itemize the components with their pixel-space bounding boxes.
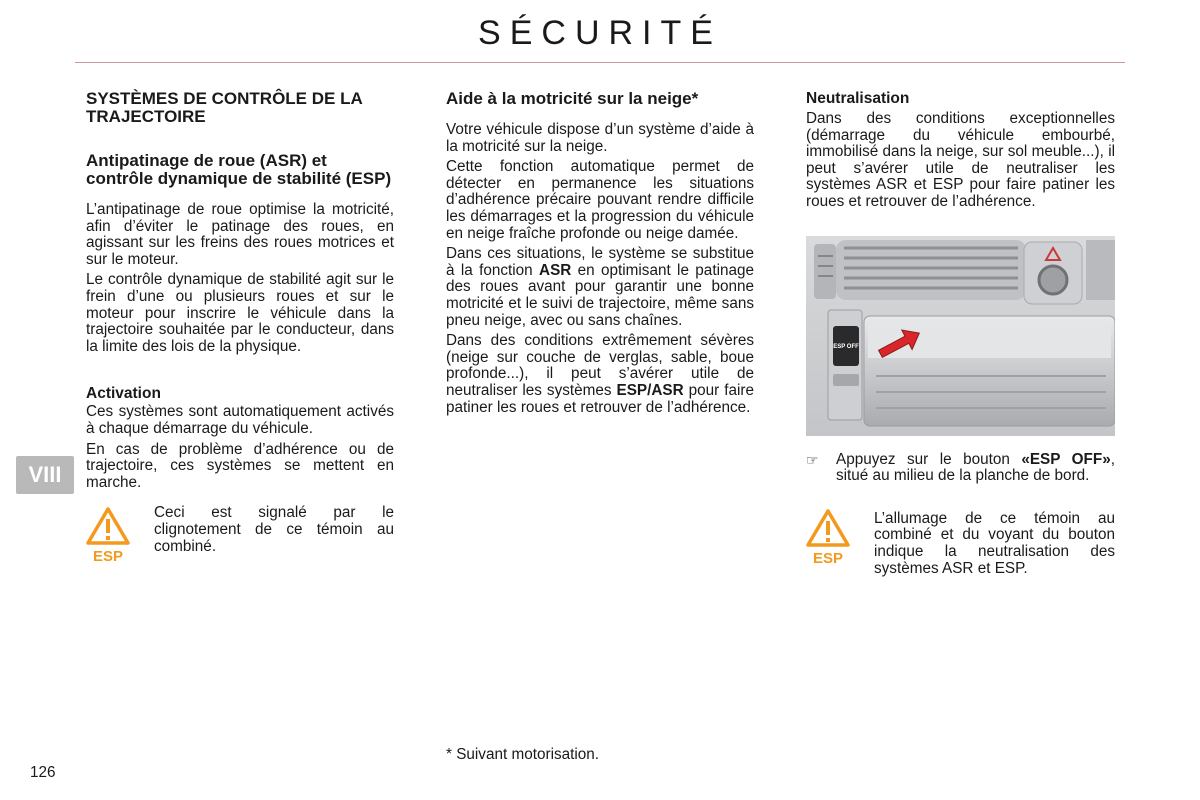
section-heading-neutralisation: Neutralisation (806, 90, 910, 107)
section-heading: SYSTÈMES DE CONTRÔLE DE LA TRAJECTOIRE (86, 89, 363, 126)
header-rule (75, 62, 1125, 63)
warning-note (86, 505, 394, 568)
paragraph-snow-function: Cette fonction automatique permet de détecter en permanence les situations d’adhérence précaire pouvant rendre difficile les démarrages et la progression du véhicule en neige fraîche profonde ou neige damée. (446, 158, 754, 242)
footnote: * Suivant motorisation. (446, 746, 600, 763)
esp-warning-icon (806, 509, 874, 570)
page-title: SÉCURITÉ (478, 14, 722, 52)
subsection-heading-activation: Activation (86, 385, 161, 403)
subsection-heading-asr-esp: Antipatinage de roue (ASR) et contrôle dynamique de stabilité (ESP) (86, 151, 392, 188)
esp-icon-label: ESP (92, 548, 124, 564)
page-number: 126 (30, 764, 56, 781)
warning-text: Ceci est signalé par le clignotement de ce témoin au combiné. (154, 504, 394, 555)
column-left (86, 90, 394, 568)
dashboard-photo (806, 236, 1115, 436)
esp-icon-label: ESP (812, 549, 844, 565)
warning-note-right (806, 511, 1115, 577)
paragraph-snow-asr: Dans ces situations, le système se substitue à la fonction ASR en optimisant le patinage des roues avant pour garantir une bonne motricité et le suivi de trajectoire, même sans pneu neige, avec ou sans chaînes. (446, 245, 754, 329)
column-right (806, 90, 1115, 577)
paragraph-neutralisation: Dans des conditions exceptionnelles (démarrage du véhicule embourbé, immobilisé dans la neige, sur sol meuble...), il peut s’avérer utile de neutraliser les systèmes ASR et ESP pour faire patiner les roues et retrouver de l’adhérence. (806, 110, 1115, 210)
esp-off-button-label: ESP OFF (833, 343, 859, 350)
bullet-instruction: ☞ Appuyez sur le bouton «ESP OFF», situé au milieu de la planche de bord. (806, 450, 1115, 485)
chapter-tab[interactable]: VIII (16, 456, 74, 494)
paragraph-snow-extreme: Dans des conditions extrêmement sévères (neige sur couche de verglas, sable, boue profonde...), il peut s’avérer utile de neutraliser les systèmes ESP/ASR pour faire patiner les roues et retrouver de l’adhérence. (446, 332, 755, 416)
paragraph-activation: Ces systèmes sont automatiquement activés à chaque démarrage du véhicule. (86, 403, 394, 437)
paragraph-problem: En cas de problème d’adhérence ou de trajectoire, ces systèmes se mettent en marche. (86, 440, 394, 491)
paragraph-snow-intro: Votre véhicule dispose d’un système d’aide à la motricité sur la neige. (446, 121, 754, 155)
warning-text-right: L’allumage de ce témoin au combiné et du voyant du bouton indique la neutralisation des systèmes ASR et ESP. (874, 509, 1115, 577)
section-heading-snow: Aide à la motricité sur la neige* (446, 89, 699, 108)
paragraph-esp: Le contrôle dynamique de stabilité agit sur le frein d’une ou plusieurs roues et sur le moteur pour inscrire le véhicule dans la trajectoire souhaitée par le conducteur, dans la limite des lois de la physique. (86, 271, 394, 355)
paragraph-asr: L’antipatinage de roue optimise la motricité, afin d’éviter le patinage des roues, en agissant sur les freins des roues motrices et sur le moteur. (86, 201, 394, 268)
esp-warning-icon (86, 507, 154, 568)
column-middle (446, 90, 754, 420)
pointing-hand-icon: ☞ (806, 451, 819, 468)
